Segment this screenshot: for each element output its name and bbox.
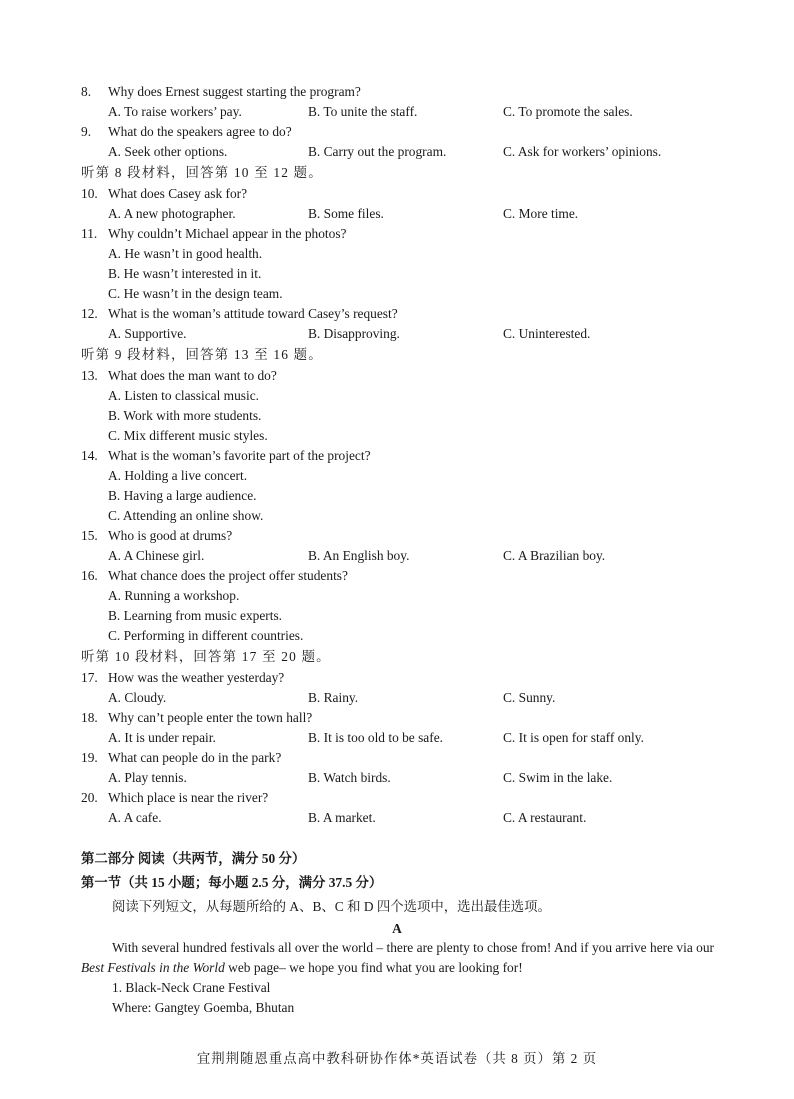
festival-item-location: Where: Gangtey Goemba, Bhutan <box>112 1000 295 1015</box>
passage-intro-end: web page– we hope you find what you are looking for! <box>224 960 523 975</box>
question-number: 8. <box>81 84 92 99</box>
question-text: Why couldn’t Michael appear in the photos? <box>108 226 347 241</box>
option-c: C. It is open for staff only. <box>503 730 644 745</box>
option-b: B. Rainy. <box>308 690 359 705</box>
question-text: What can people do in the park? <box>108 750 282 765</box>
question-text: Why does Ernest suggest starting the program? <box>108 84 361 99</box>
reading-instruction: 阅读下列短文，从每题所给的 A、B、C 和 D 四个选项中，选出最佳选项。 <box>112 899 551 914</box>
option-a: A. A cafe. <box>108 810 162 825</box>
option-c: C. Sunny. <box>503 690 556 705</box>
option-b: B. Work with more students. <box>108 408 262 423</box>
festival-item-title: 1. Black-Neck Crane Festival <box>112 980 271 995</box>
question-number: 10. <box>81 186 98 201</box>
question-number: 18. <box>81 710 98 725</box>
option-b: B. Carry out the program. <box>308 144 447 159</box>
option-a: A. It is under repair. <box>108 730 216 745</box>
question-number: 15. <box>81 528 98 543</box>
question-text: What chance does the project offer students? <box>108 568 348 583</box>
question-number: 16. <box>81 568 98 583</box>
option-a: A. Listen to classical music. <box>108 388 259 403</box>
option-c: C. A Brazilian boy. <box>503 548 606 563</box>
option-b: B. He wasn’t interested in it. <box>108 266 262 281</box>
question-text: What does Casey ask for? <box>108 186 248 201</box>
option-c: C. Ask for workers’ opinions. <box>503 144 662 159</box>
option-b: B. To unite the staff. <box>308 104 418 119</box>
section-instruction: 听第 9 段材料，回答第 13 至 16 题。 <box>81 347 323 362</box>
option-a: A. To raise workers’ pay. <box>108 104 242 119</box>
section-instruction: 听第 10 段材料，回答第 17 至 20 题。 <box>81 649 331 664</box>
option-c: C. A restaurant. <box>503 810 587 825</box>
question-text: Which place is near the river? <box>108 790 269 805</box>
question-text: How was the weather yesterday? <box>108 670 285 685</box>
question-number: 11. <box>81 226 98 241</box>
page-footer: 宜荆荆随恩重点高中教科研协作体*英语试卷（共 8 页）第 2 页 <box>196 1051 598 1066</box>
part-heading: 第二部分 阅读（共两节，满分 50 分） <box>81 851 306 866</box>
question-text: What does the man want to do? <box>108 368 277 383</box>
option-b: B. A market. <box>308 810 376 825</box>
question-number: 13. <box>81 368 98 383</box>
option-a: A. Supportive. <box>108 326 187 341</box>
option-a: A. Seek other options. <box>108 144 228 159</box>
passage-intro-text: With several hundred festivals all over the world – there are plenty to chose from! And if you arrive here via our <box>112 940 714 955</box>
option-c: C. He wasn’t in the design team. <box>108 286 283 301</box>
option-b: B. Disapproving. <box>308 326 400 341</box>
question-text: What is the woman’s favorite part of the project? <box>108 448 371 463</box>
option-a: A. A new photographer. <box>108 206 236 221</box>
question-number: 19. <box>81 750 98 765</box>
question-number: 17. <box>81 670 98 685</box>
option-c: C. Performing in different countries. <box>108 628 304 643</box>
option-c: C. More time. <box>503 206 579 221</box>
question-text: What do the speakers agree to do? <box>108 124 292 139</box>
option-b: B. An English boy. <box>308 548 410 563</box>
question-number: 20. <box>81 790 98 805</box>
passage-label: A <box>392 921 402 936</box>
question-text: Why can’t people enter the town hall? <box>108 710 313 725</box>
option-c: C. To promote the sales. <box>503 104 633 119</box>
option-b: B. Learning from music experts. <box>108 608 283 623</box>
option-c: C. Mix different music styles. <box>108 428 268 443</box>
question-text: What is the woman’s attitude toward Casey’s request? <box>108 306 398 321</box>
question-number: 12. <box>81 306 98 321</box>
question-number: 9. <box>81 124 92 139</box>
option-a: A. He wasn’t in good health. <box>108 246 263 261</box>
option-c: C. Uninterested. <box>503 326 591 341</box>
page-title-link: Best Festivals in the World <box>81 960 225 975</box>
option-c: C. Swim in the lake. <box>503 770 613 785</box>
section-instruction: 听第 8 段材料，回答第 10 至 12 题。 <box>81 165 323 180</box>
option-b: B. Some files. <box>308 206 384 221</box>
option-b: B. It is too old to be safe. <box>308 730 444 745</box>
question-text: Who is good at drums? <box>108 528 233 543</box>
option-a: A. Play tennis. <box>108 770 187 785</box>
option-c: C. Attending an online show. <box>108 508 264 523</box>
question-number: 14. <box>81 448 98 463</box>
option-b: B. Watch birds. <box>308 770 391 785</box>
option-a: A. A Chinese girl. <box>108 548 205 563</box>
option-a: A. Holding a live concert. <box>108 468 248 483</box>
passage-intro <box>81 938 714 978</box>
section-heading: 第一节（共 15 小题；每小题 2.5 分，满分 37.5 分） <box>81 875 383 890</box>
option-b: B. Having a large audience. <box>108 488 257 503</box>
option-a: A. Running a workshop. <box>108 588 240 603</box>
option-a: A. Cloudy. <box>108 690 167 705</box>
